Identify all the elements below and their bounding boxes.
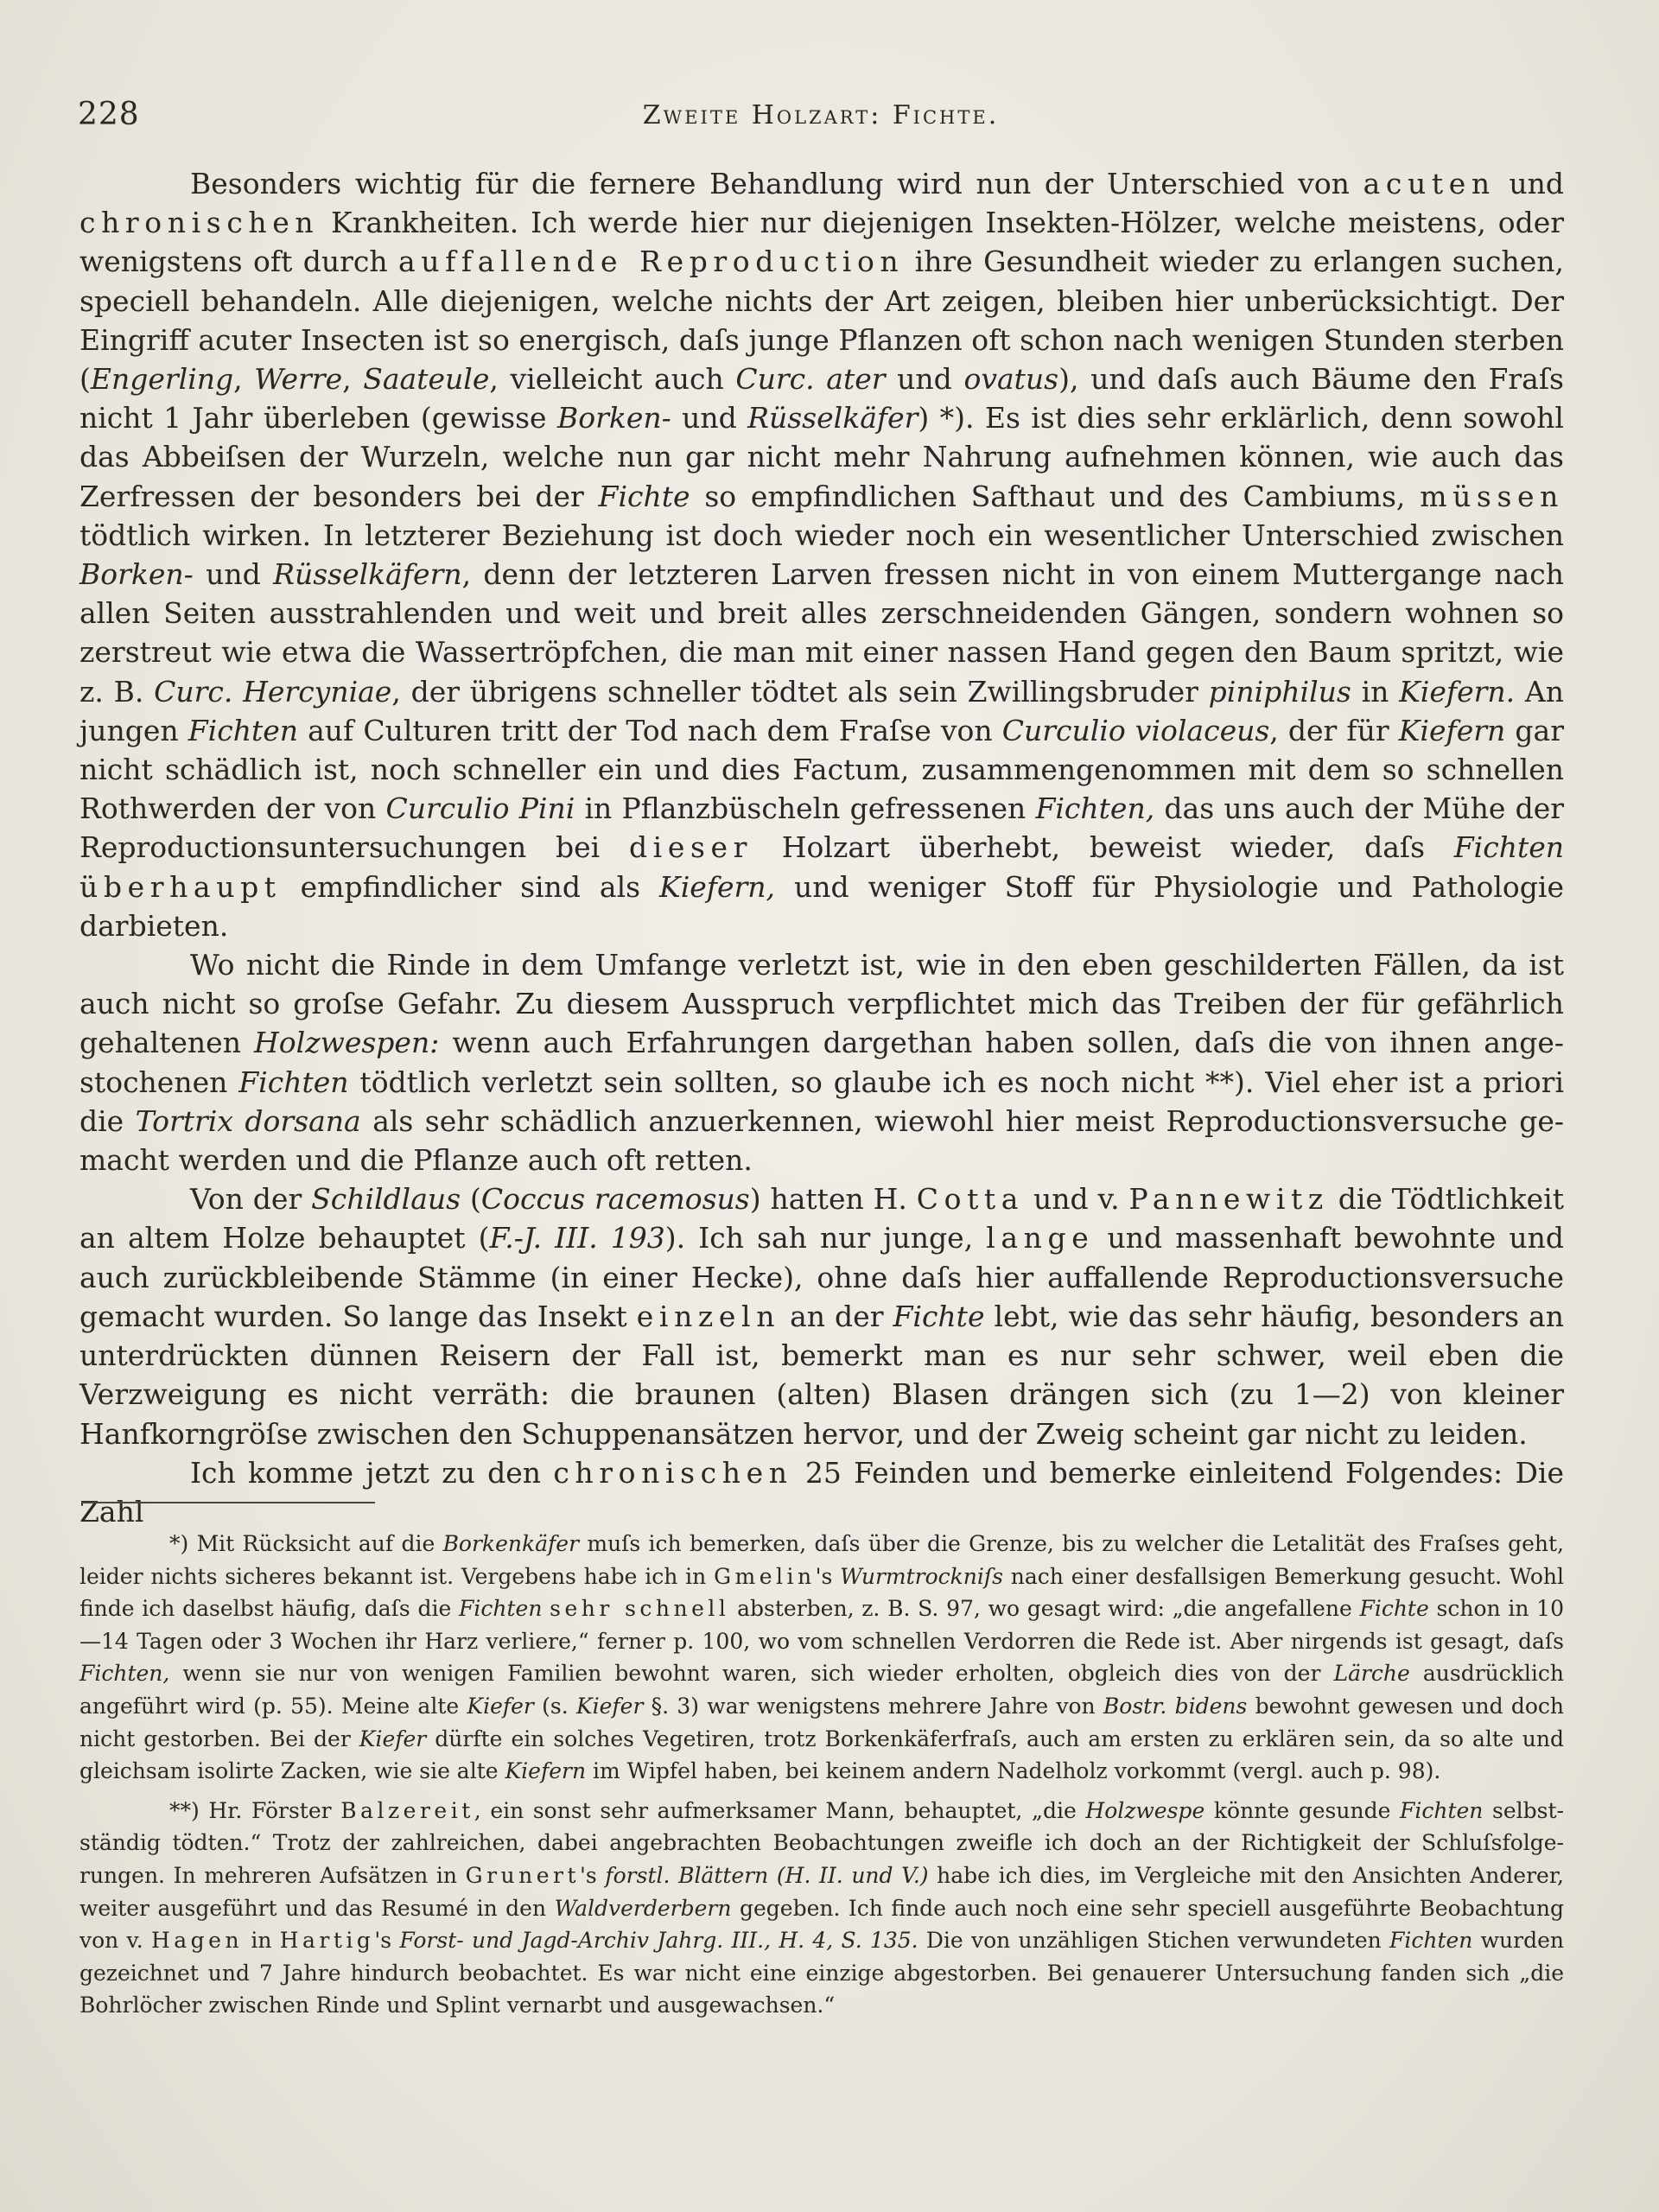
italic-run: Schildlaus bbox=[311, 1182, 461, 1217]
text-run: ) hatten H. bbox=[749, 1182, 917, 1217]
spaced-run: Balzereit bbox=[340, 1797, 474, 1823]
italic-run: Curc. Hercyniae bbox=[154, 674, 392, 709]
text-run: habe ich dies, im Vergleiche mit den Ansichten Anderer, weiter ausgeführt und das Resumé in den bbox=[79, 1862, 1564, 1921]
italic-run: Fichte bbox=[1359, 1596, 1429, 1622]
text-run: in bbox=[243, 1928, 280, 1954]
text-run: ) *). Es ist dies sehr erklärlich, denn sowohl das Abbeiſsen der Wurzeln, welche nun gar nicht mehr Nahrung aufnehmen können, wie auch das Zerfressen der besonders bei der bbox=[79, 401, 1564, 513]
text-run: Holzart überhebt, beweist wieder, daſs bbox=[753, 830, 1454, 865]
text-run: , ein sonst sehr aufmerksamer Mann, behauptet, „die bbox=[474, 1797, 1086, 1823]
italic-run: Rüsselkäfer bbox=[747, 401, 918, 435]
text-run: auf Culturen tritt der Tod nach dem Fraſse von bbox=[298, 713, 1002, 747]
text-run: (s. bbox=[533, 1693, 576, 1719]
text-run: 's bbox=[815, 1563, 841, 1589]
paragraph bbox=[79, 164, 1564, 945]
text-run: tödtlich verletzt sein sollten, so glaube ich es noch nicht **). Viel eher ist a priori die bbox=[79, 1065, 1564, 1138]
text-run: *) Mit Rücksicht auf die bbox=[169, 1531, 443, 1556]
main-text bbox=[79, 164, 1564, 1531]
italic-run: Fichten, bbox=[1035, 791, 1155, 826]
page-number: 228 bbox=[78, 97, 140, 132]
paragraph bbox=[79, 1453, 1564, 1531]
text-run: , bbox=[342, 362, 364, 397]
text-run: und massenhaft bewohnte und auch zurückbleibende Stämme (in einer Hecke), ohne daſs hier auffallende Reproductionsversuche gemacht wurden. So lange das Insekt bbox=[79, 1221, 1564, 1333]
text-run: und bbox=[885, 362, 964, 397]
text-run: muſs ich bemerken, daſs über die Grenze, bis zu welcher die Letalität des Fraſses geht, leider nichts sicheres bekannt ist. Vergebens habe ich in bbox=[79, 1531, 1565, 1589]
text-run: wurden gezeichnet und 7 Jahre hindurch beobachtet. Es war nicht eine einzige abgestorben. Bei genauerer Untersuchung fanden sich „die Bohrlöcher zwischen Rinde und Splint vernarbt und ausgewachsen.“ bbox=[79, 1928, 1565, 2018]
italic-run: Bostr. bidens bbox=[1103, 1693, 1248, 1719]
text-run: absterben, z. B. S. 97, wo gesagt wird: „die angefallene bbox=[729, 1596, 1360, 1622]
footnotes bbox=[79, 1528, 1564, 2022]
spaced-run: dieser bbox=[628, 830, 753, 865]
spaced-run: Cotta bbox=[916, 1182, 1025, 1217]
italic-run: Wurmtrockniſs bbox=[840, 1563, 1003, 1589]
text-run: ausdrücklich angeführt wird (p. 55). Meine alte bbox=[79, 1661, 1564, 1719]
text-run: , bbox=[233, 362, 255, 397]
italic-run: Curc. ater bbox=[735, 362, 886, 397]
text-run: könnte gesunde bbox=[1205, 1797, 1401, 1823]
text-run: 's bbox=[374, 1928, 400, 1954]
page-header bbox=[78, 97, 1564, 140]
spaced-run: Pannewitz bbox=[1128, 1182, 1329, 1217]
text-run: in Pflanzbüscheln gefressenen bbox=[575, 791, 1036, 826]
text-run: und v. bbox=[1024, 1182, 1129, 1217]
text-run: ( bbox=[461, 1182, 481, 1217]
text-run: schon in 10—14 Tagen oder 3 Wochen ihr Harz verliere,“ ferner p. 100, wo vom schnellen Verdorren die Rede ist. Aber nirgends ist gesagt, daſs bbox=[79, 1596, 1564, 1654]
text-run: ihre Gesundheit wieder zu erlangen suchen, speciell behandeln. Alle diejenigen, welche nichts der Art zeigen, bleiben hier unberücksichtigt. Der Eingriff acuter Insecten ist so energisch, daſs junge Pflanzen oft schon nach wenigen Stunden sterben ( bbox=[79, 245, 1564, 397]
italic-run: Forst- und Jagd-Archiv Jahrg. III., H. 4, S. 135. bbox=[399, 1928, 918, 1954]
spaced-run: auffallende Reproduction bbox=[397, 245, 905, 279]
text-run: , der für bbox=[1269, 713, 1399, 747]
footnote bbox=[79, 1528, 1564, 1788]
italic-run: Coccus racemosus bbox=[480, 1182, 750, 1217]
italic-run: Fichten bbox=[238, 1065, 349, 1099]
text-run: 25 Feinden und bemerke einleitend Folgendes: Die Zahl bbox=[79, 1455, 1564, 1529]
paragraph bbox=[79, 1179, 1564, 1452]
italic-run: Holzwespe bbox=[1085, 1797, 1205, 1823]
paragraph bbox=[79, 945, 1564, 1179]
spaced-run: chronischen bbox=[553, 1455, 793, 1490]
text-run: in bbox=[1351, 674, 1400, 709]
italic-run: Fichten bbox=[459, 1596, 543, 1622]
italic-run: Kiefer bbox=[359, 1726, 427, 1751]
text-run: ). Ich sah nur junge, bbox=[664, 1221, 987, 1255]
text-run: dürfte ein solches Vegetiren, trotz Borkenkäferfraſs, auch am ersten zu erklären sein, da so alte und gleichsam isolirte Zacken, wie sie alte bbox=[79, 1726, 1564, 1784]
text-run: das uns auch der Mühe der Reproductionsuntersuchungen bei bbox=[79, 791, 1565, 865]
italic-run: Saateule bbox=[363, 362, 490, 397]
italic-run: Kiefer bbox=[467, 1693, 534, 1719]
text-run: und weniger Stoff für Physiologie und Pathologie darbieten. bbox=[79, 869, 1564, 943]
text-run: und bbox=[671, 401, 748, 435]
italic-run: Tortrix dorsana bbox=[135, 1103, 361, 1138]
text-run bbox=[542, 1596, 550, 1621]
text-run: als sehr schädlich anzuerkennen, wiewohl hier meist Reproductionsversuche gemacht werden und die Pflanze auch oft retten. bbox=[79, 1103, 1565, 1178]
text-run: An jungen bbox=[79, 674, 1564, 747]
spaced-run: einzeln bbox=[636, 1299, 781, 1333]
text-run: Krankheiten. Ich werde hier nur diejenigen Insekten-Hölzer, welche meistens, oder wenigstens oft durch bbox=[79, 206, 1564, 279]
text-run: an der bbox=[780, 1299, 893, 1333]
text-run: nach einer desfallsigen Bemerkung gesucht. Wohl finde ich daselbst häufig, daſs die bbox=[79, 1563, 1564, 1622]
text-run: wenn auch Erfahrungen dargethan haben sollen, daſs die von ihnen angestochenen bbox=[79, 1026, 1565, 1099]
italic-run: Fichten bbox=[1389, 1928, 1473, 1954]
spaced-run: Hartig bbox=[279, 1928, 375, 1954]
italic-run: Curculio violaceus bbox=[1001, 713, 1270, 747]
spaced-run: überhaupt bbox=[79, 869, 282, 904]
italic-run: Borken- bbox=[556, 401, 671, 435]
italic-run: Fichten, bbox=[79, 1661, 170, 1687]
text-run: so empfindlichen Safthaut und des Cambiums, bbox=[690, 479, 1421, 513]
italic-run: Fichten bbox=[188, 713, 298, 747]
text-run: ), und daſs auch Bäume den Fraſs nicht 1 Jahr überleben (gewisse bbox=[79, 362, 1564, 435]
text-run: Besonders wichtig für die fernere Behandlung wird nun der Unterschied von bbox=[190, 167, 1363, 200]
text-run: gar nicht schädlich ist, noch schneller ein und dies Factum, zusammengenommen mit dem so schnellen Rothwerden der von bbox=[79, 713, 1564, 826]
footnote-rule bbox=[81, 1502, 375, 1503]
spaced-run: sehr schnell bbox=[550, 1596, 730, 1622]
running-head: Zweite Holzart: Fichte. bbox=[642, 100, 1000, 130]
italic-run: Fichte bbox=[893, 1299, 985, 1333]
italic-run: piniphilus bbox=[1208, 674, 1351, 709]
text-run: und bbox=[193, 557, 274, 592]
italic-run: forstl. Blättern (H. II. und V.) bbox=[605, 1862, 929, 1888]
text-run: , denn der letzteren Larven fressen nicht in von einem Muttergange nach allen Seiten ausstrahlenden und weit und breit alles zerschneidenden Gängen, sondern wohnen so zerstreut wie etwa die Wassertröpfchen, die man mit einer nassen Hand gegen den Baum spritzt, wie z. B. bbox=[79, 557, 1564, 709]
italic-run: Engerling bbox=[90, 362, 234, 397]
spaced-run: Hagen bbox=[150, 1928, 244, 1954]
spaced-run: lange bbox=[986, 1221, 1095, 1255]
text-run: 's bbox=[580, 1862, 606, 1888]
spaced-run: Gmelin bbox=[714, 1563, 816, 1589]
text-run: im Wipfel haben, bei keinem andern Nadelholz vorkommt (vergl. auch p. 98). bbox=[586, 1758, 1441, 1784]
text-run: gegeben. Ich finde auch noch eine sehr speciell ausgeführte Beobachtung von v. bbox=[79, 1895, 1564, 1954]
text-run: , der übrigens schneller tödtet als sein Zwillingsbruder bbox=[391, 674, 1209, 709]
italic-run: Kiefer bbox=[575, 1693, 644, 1719]
italic-run: Lärche bbox=[1333, 1661, 1410, 1687]
italic-run: Borken- bbox=[79, 557, 194, 592]
italic-run: Fichten bbox=[1400, 1797, 1484, 1823]
text-run: **) Hr. Förster bbox=[169, 1797, 341, 1823]
text-run: und bbox=[1495, 167, 1564, 200]
italic-run: Kiefern bbox=[1398, 713, 1506, 747]
text-run: Wo nicht die Rinde in dem Umfange verletzt ist, wie in den eben geschilderten Fällen, da ist auch nicht so groſse Gefahr. Zu diesem Ausspruch verpflichtet mich das Treiben der für gefährlich gehaltenen bbox=[79, 948, 1564, 1060]
text-run: lebt, wie das sehr häufig, besonders an unterdrückten dünnen Reisern der Fall ist, bemerkt man es nur sehr schwer, weil eben die Verzweigung es nicht verräth: die braunen (alten) Blasen drängen sich (zu 1—2) von kleiner Hanfkorngröſse zwischen den Schuppenansätzen hervor, und der Zweig scheint gar nicht zu leiden. bbox=[79, 1299, 1564, 1451]
italic-run: ovatus bbox=[963, 362, 1059, 397]
italic-run: Borkenkäfer bbox=[442, 1531, 580, 1556]
text-run: , vielleicht auch bbox=[489, 362, 736, 397]
text-run: Die von unzähligen Stichen verwundeten bbox=[918, 1928, 1389, 1954]
text-run: Ich komme jetzt zu den bbox=[190, 1455, 554, 1490]
italic-run: Kiefern, bbox=[659, 869, 776, 904]
text-run: tödtlich wirken. In letzterer Beziehung ist doch wieder noch ein wesentlicher Unterschied zwischen bbox=[79, 518, 1564, 552]
italic-run: Fichte bbox=[598, 479, 690, 513]
spaced-run: acuten bbox=[1363, 167, 1496, 200]
italic-run: Waldverderbern bbox=[554, 1895, 732, 1921]
text-run: bewohnt gewesen und doch nicht gestorben. Bei der bbox=[79, 1693, 1564, 1751]
text-run: Von der bbox=[190, 1182, 312, 1217]
spaced-run: chronischen bbox=[79, 206, 320, 240]
italic-run: F.-J. III. 193 bbox=[489, 1221, 665, 1255]
italic-run: Holzwespen: bbox=[254, 1026, 440, 1060]
italic-run: Rüsselkäfern bbox=[273, 557, 462, 592]
text-run: die Tödtlichkeit an altem Holze behauptet ( bbox=[79, 1182, 1564, 1255]
italic-run: Kiefern. bbox=[1399, 674, 1516, 709]
text-run: selbstständig tödten.“ Trotz der zahlreichen, dabei angebrachten Beobachtungen zweifle ich doch an der Richtigkeit der Schluſsfolgerungen. In mehreren Aufsätzen in bbox=[79, 1797, 1564, 1888]
text-run: §. 3) war wenigstens mehrere Jahre von bbox=[643, 1693, 1103, 1719]
italic-run: Curculio Pini bbox=[385, 791, 575, 826]
italic-run: Fichten bbox=[1453, 830, 1564, 865]
footnote bbox=[79, 1795, 1564, 2022]
text-run: wenn sie nur von wenigen Familien bewohnt waren, sich wieder erholten, obgleich dies von der bbox=[169, 1661, 1334, 1687]
italic-run: Kiefern bbox=[505, 1758, 587, 1784]
text-run: empfindlicher sind als bbox=[281, 869, 660, 904]
italic-run: Werre bbox=[254, 362, 343, 397]
spaced-run: müssen bbox=[1420, 479, 1564, 513]
spaced-run: Grunert bbox=[465, 1862, 581, 1888]
